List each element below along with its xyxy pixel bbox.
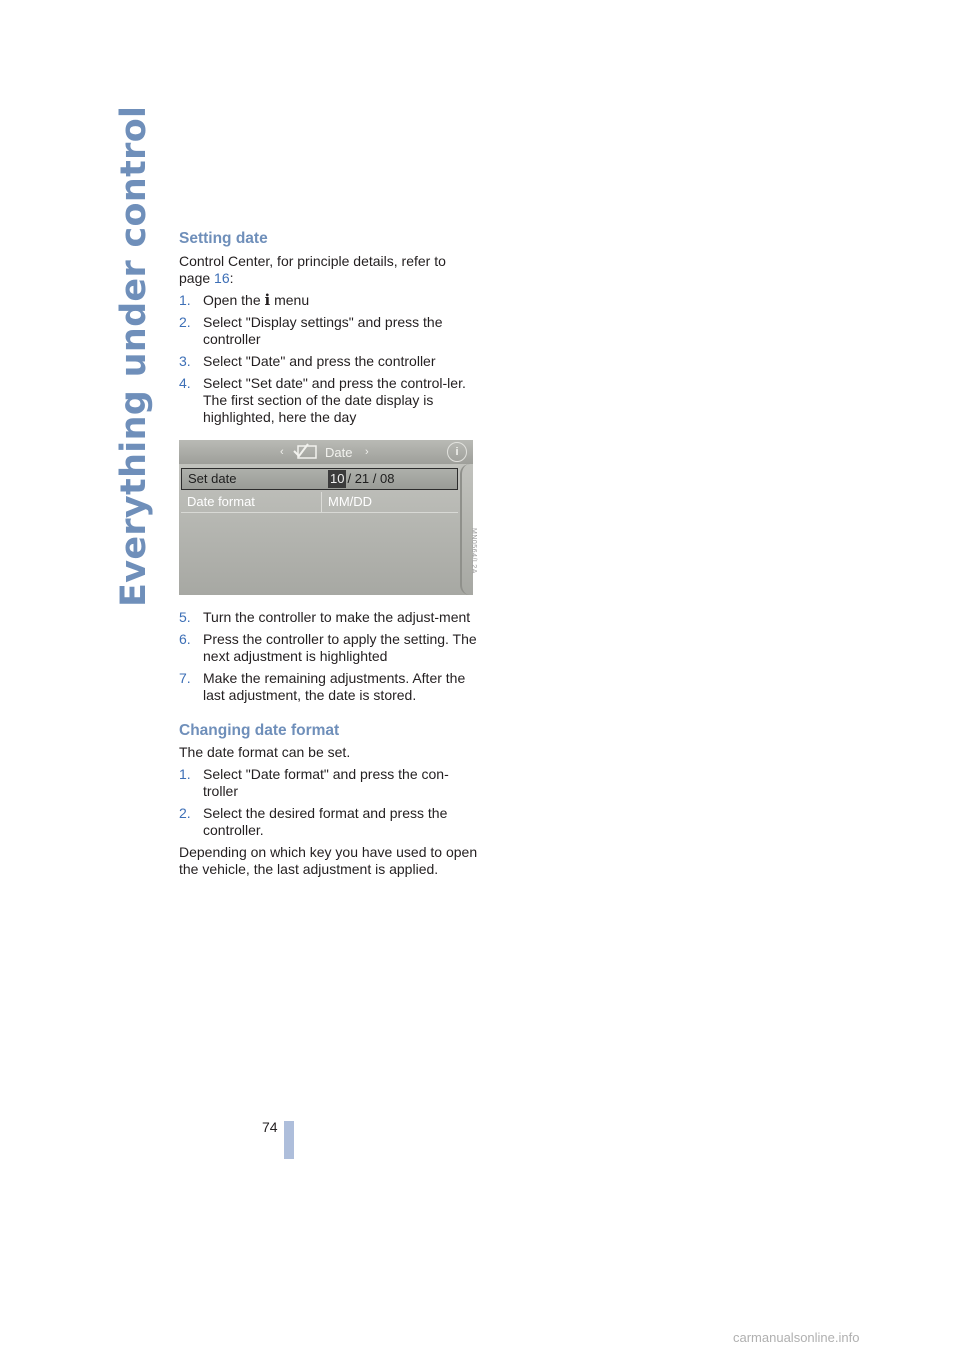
step-number: 2.: [179, 314, 191, 330]
row-label: Set date: [188, 471, 237, 486]
step-number: 2.: [179, 805, 191, 821]
page-link[interactable]: 16: [214, 270, 230, 286]
menu-row-set-date: [181, 468, 458, 490]
step-item: 3. Select "Date" and press the controller: [179, 353, 436, 369]
step-item: 4. Select "Set date" and press the control-ler. The first section of the date display is highlighted, here the day: [179, 375, 466, 425]
main-content: [179, 228, 479, 883]
row-value: MM/DD: [321, 492, 372, 512]
step-item: 1. Select "Date format" and press the con-troller: [179, 766, 449, 799]
step-item: 5. Turn the controller to make the adjust-ment: [179, 609, 471, 625]
step-number: 1.: [179, 766, 191, 782]
watermark: carmanualsonline.info: [733, 1330, 860, 1345]
screen-header: [179, 440, 473, 464]
step-item: 2. Select the desired format and press the controller.: [179, 805, 448, 838]
step-item: 1. Open the i menu: [179, 291, 310, 309]
step-number: 5.: [179, 609, 191, 625]
page-bar: [284, 1121, 294, 1159]
heading-changing-date-format: Changing date format: [179, 722, 340, 739]
forward-arrow-icon: ›: [365, 446, 369, 458]
step-number: 7.: [179, 670, 191, 686]
heading-setting-date: Setting date: [179, 230, 268, 247]
step-number: 3.: [179, 353, 191, 369]
closing-paragraph: Depending on which key you have used to open the vehicle, the last adjustment is applied.: [179, 844, 478, 877]
menu-row-date-format: [181, 492, 458, 513]
highlighted-day: 10: [330, 471, 345, 486]
step-number: 4.: [179, 375, 191, 391]
info-icon: i: [447, 442, 467, 462]
step-item: 7. Make the remaining adjustments. After the last adjustment, the date is stored.: [179, 670, 466, 703]
step-item: 2. Select "Display settings" and press the controller: [179, 314, 443, 347]
back-arrow-icon: ‹: [280, 446, 284, 458]
checkbox-settings-icon: [292, 443, 318, 459]
info-menu-icon: i: [264, 291, 271, 309]
side-title: Everything under control: [114, 105, 154, 607]
intro-paragraph: Control Center, for principle details, refer to page 16:: [179, 253, 446, 286]
step-item: 6. Press the controller to apply the setting. The next adjustment is highlighted: [179, 631, 477, 664]
figure-code: MN0564/L2A: [470, 528, 477, 574]
row-label: Date format: [187, 494, 255, 509]
row-value: 10 / 21 / 08: [330, 471, 395, 486]
page-number: 74: [262, 1119, 278, 1135]
step-number: 6.: [179, 631, 191, 647]
format-intro: The date format can be set.: [179, 744, 351, 760]
display-screenshot: [179, 440, 473, 595]
step-number: 1.: [179, 292, 191, 308]
screen-title: Date: [325, 445, 353, 460]
